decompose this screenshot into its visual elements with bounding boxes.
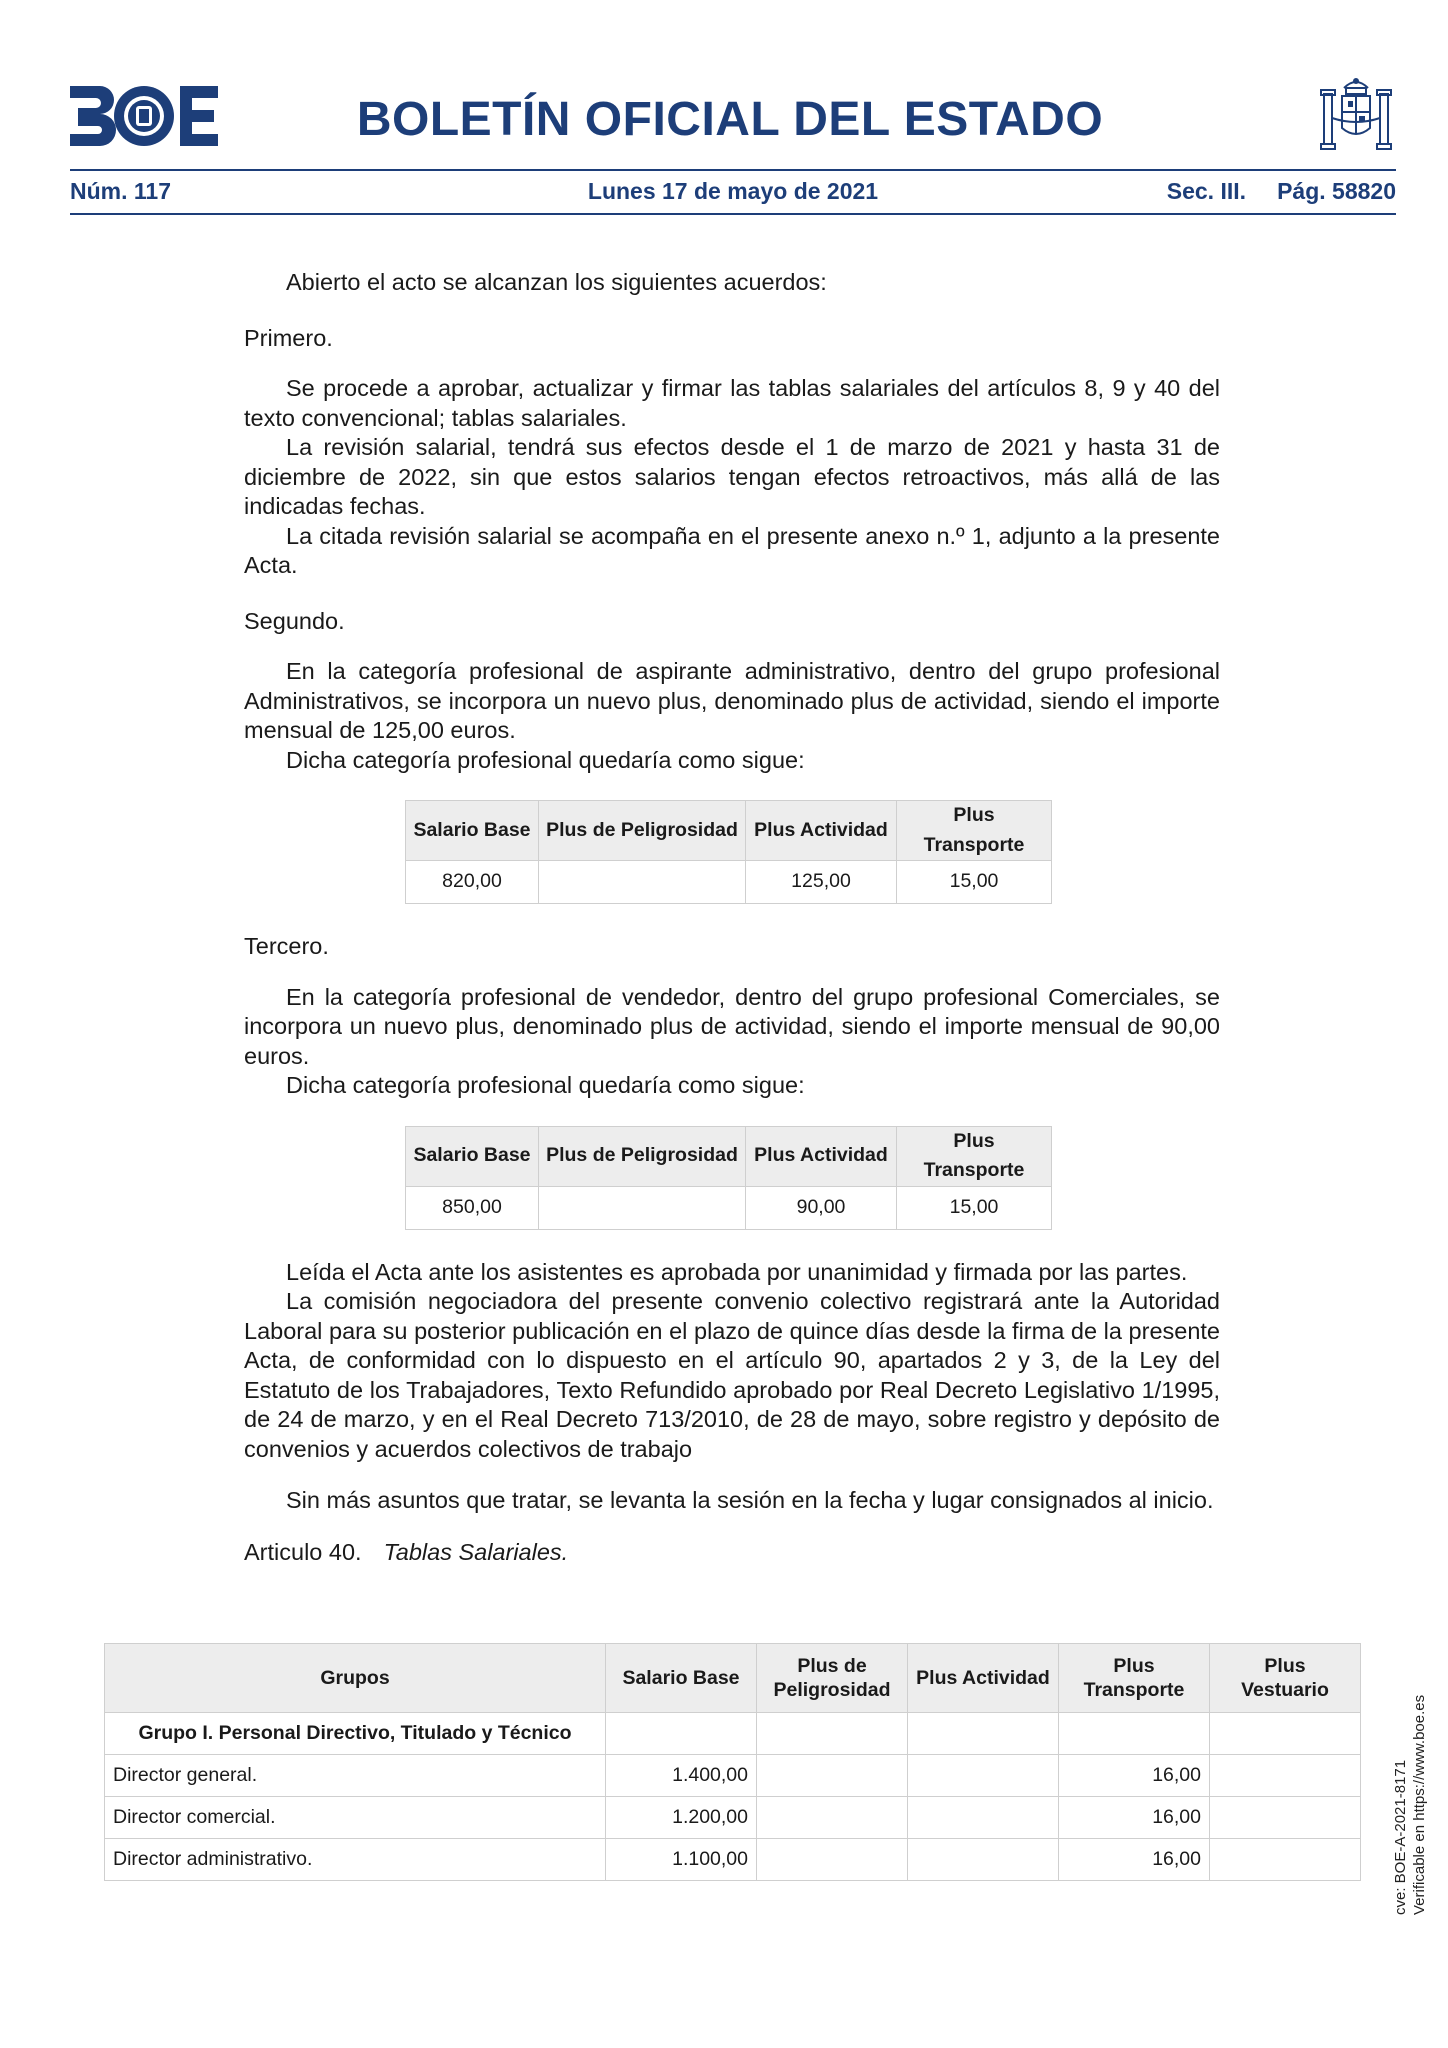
col-grupos: Grupos [105,1644,606,1713]
header-rule-top [70,169,1396,171]
primero-paragraph-3: La citada revisión salarial se acompaña en el presente anexo n.º 1, adjunto a la presente Acta. [244,522,1220,578]
table-row [105,1797,1361,1839]
heading-tercero: Tercero. [244,933,329,959]
article-title: Tablas Salariales. [383,1538,569,1565]
page-number: Pág. 58820 [1277,178,1396,204]
cell-salario-base: 1.100,00 [606,1839,757,1881]
cell-plus-actividad: 125,00 [746,861,897,904]
closing-paragraph-2: La comisión negociadora del presente convenio colectivo registrará ante la Autoridad Laboral para su posterior publicación en el plazo de quince días desde la firma de la presente Acta, de conformidad con lo dispuesto en el artículo 90, apartados 2 y 3, de la Ley del Estatuto de los Trabajadores, Texto Refundido aprobado por Real Decreto Legislativo 1/1995, de 24 de marzo, y en el Real Decreto 713/2010, de 28 de mayo, sobre registro y depósito de convenios y acuerdos colectivos de trabajo [244,1288,1220,1462]
cell-plus-peligrosidad [539,861,746,904]
closing-paragraph-1: Leída el Acta ante los asistentes es aprobada por unanimidad y firmada por las partes. [286,1258,1188,1285]
cell-plus-peligrosidad [757,1839,908,1881]
cell-plus-transporte: 16,00 [1059,1797,1210,1839]
table-row [406,1186,1052,1229]
table-row [105,1755,1361,1797]
col-plus-actividad: Plus Actividad [746,801,897,861]
article-label: Articulo 40. [244,1538,362,1565]
col-salario-base: Salario Base [406,1126,539,1186]
col-plus-actividad: Plus Actividad [908,1644,1059,1713]
col-plus-transporte: Plus Transporte [897,1126,1052,1186]
heading-segundo: Segundo. [244,607,345,634]
cell-plus-transporte: 16,00 [1059,1755,1210,1797]
primero-paragraph-1: Se procede a aprobar, actualizar y firmar las tablas salariales del artículos 8, 9 y 40 del texto convencional; tablas salariales. [244,375,1220,431]
col-salario-base: Salario Base [406,801,539,861]
group-label: Grupo I. Personal Directivo, Titulado y Técnico [105,1713,606,1755]
intro-paragraph: Abierto el acto se alcanzan los siguientes acuerdos: [286,269,827,295]
group-row [105,1713,1361,1755]
cell-plus-vestuario [1210,1797,1361,1839]
col-plus-peligrosidad: Plus de Peligrosidad [757,1644,908,1713]
cell-plus-peligrosidad [539,1186,746,1229]
segundo-paragraph-1: En la categoría profesional de aspirante administrativo, dentro del grupo profesional Administrativos, se incorpora un nuevo plus, denominado plus de actividad, siendo el importe mensual de 125,00 euros. [244,658,1220,743]
cell-plus-transporte: 16,00 [1059,1839,1210,1881]
table-row [105,1839,1361,1881]
col-plus-transporte: Plus Transporte [1059,1644,1210,1713]
cell-plus-peligrosidad [757,1755,908,1797]
col-salario-base: Salario Base [606,1644,757,1713]
article-heading [244,1538,1220,1568]
header-info-row [70,178,1396,208]
tercero-paragraph-2: Dicha categoría profesional quedaría como sigue: [286,1072,805,1098]
tercero-paragraph-1: En la categoría profesional de vendedor, dentro del grupo profesional Comerciales, se incorpora un nuevo plus, denominado plus de actividad, siendo el importe mensual de 90,00 euros. [244,983,1220,1069]
issue-number: Núm. 117 [70,178,171,204]
cell-category: Director comercial. [105,1797,606,1839]
col-plus-actividad: Plus Actividad [746,1126,897,1186]
coat-of-arms-icon [1318,74,1394,156]
publication-title: BOLETÍN OFICIAL DEL ESTADO [356,93,1104,146]
issue-date: Lunes 17 de mayo de 2021 [587,178,879,204]
salary-table [104,1643,1361,1881]
boe-logo [70,86,218,146]
primero-paragraph-2: La revisión salarial, tendrá sus efectos desde el 1 de marzo de 2021 y hasta 31 de diciembre de 2022, sin que estos salarios tengan efectos retroactivos, más allá de las indicadas fechas. [244,434,1220,519]
col-plus-peligrosidad: Plus de Peligrosidad [539,1126,746,1186]
cell-category: Director general. [105,1755,606,1797]
cell-plus-vestuario [1210,1755,1361,1797]
cell-salario-base: 1.400,00 [606,1755,757,1797]
table-header-row [406,1126,1052,1186]
cell-plus-actividad: 90,00 [746,1186,897,1229]
header-rule-bottom [70,213,1396,215]
segundo-table [405,800,1052,904]
col-plus-vestuario: Plus Vestuario [1210,1644,1361,1713]
cell-salario-base: 1.200,00 [606,1797,757,1839]
cell-plus-peligrosidad [757,1797,908,1839]
cell-plus-actividad [908,1839,1059,1881]
cell-plus-transporte: 15,00 [897,1186,1052,1229]
document-body [244,268,1220,1567]
table-header-row [406,801,1052,861]
heading-primero: Primero. [244,324,333,351]
cell-category: Director administrativo. [105,1839,606,1881]
closing-paragraph-3: Sin más asuntos que tratar, se levanta la sesión en la fecha y lugar consignados al inicio. [286,1487,1214,1513]
salary-table-header [105,1644,1361,1713]
cell-salario-base: 820,00 [406,861,539,904]
col-plus-peligrosidad: Plus de Peligrosidad [539,801,746,861]
col-plus-transporte: Plus Transporte [897,801,1052,861]
segundo-paragraph-2: Dicha categoría profesional quedaría como sigue: [286,746,805,773]
cell-plus-transporte: 15,00 [897,861,1052,904]
tercero-table [405,1126,1052,1230]
cell-plus-actividad [908,1797,1059,1839]
section-label: Sec. III. [1166,178,1246,204]
table-row [406,861,1052,904]
verification-note [1391,1695,1429,1915]
cell-salario-base: 850,00 [406,1186,539,1229]
cve-code: cve: BOE-A-2021-8171 [1392,1759,1409,1915]
cell-plus-actividad [908,1755,1059,1797]
cell-plus-vestuario [1210,1839,1361,1881]
verification-url: Verificable en https://www.boe.es [1411,1694,1428,1915]
